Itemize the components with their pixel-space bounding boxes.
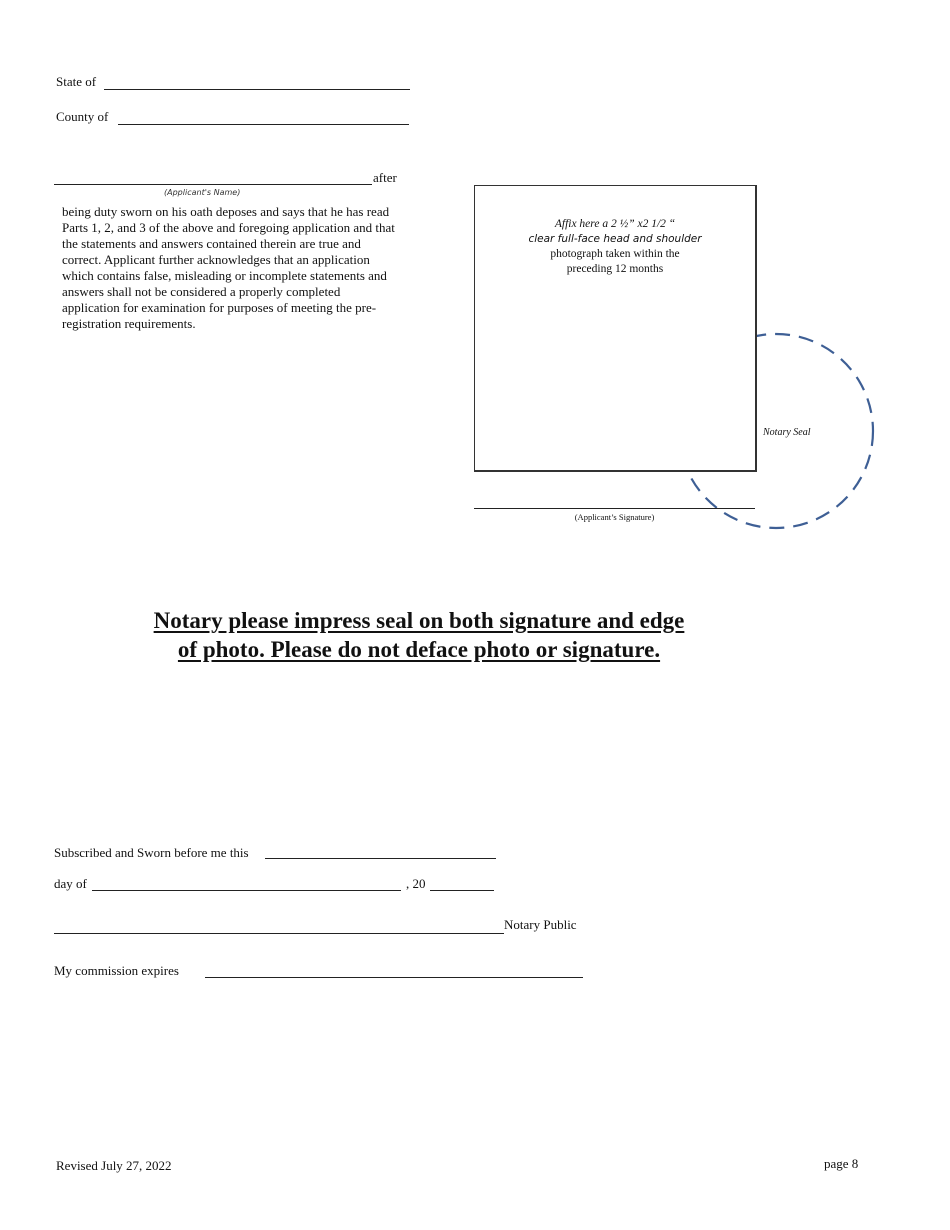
- notice-line2: of photo. Please do not deface photo or signature.: [177, 637, 661, 662]
- page-number: page 8: [824, 1156, 859, 1171]
- notary-public-label: Notary Public: [504, 917, 577, 932]
- subscribed-label: Subscribed and Sworn before me this: [54, 845, 249, 860]
- notary-notice: [60, 606, 778, 664]
- photo-instruction-line3: photograph taken within the: [550, 248, 680, 260]
- photo-instruction-line2: clear full-face head and shoulder: [528, 233, 702, 245]
- state-field[interactable]: [104, 89, 410, 90]
- applicant-name-caption: (Applicant's Name): [164, 188, 241, 197]
- subscribed-day-field[interactable]: [265, 858, 496, 859]
- applicant-signature-caption: (Applicant’s Signature): [574, 512, 655, 522]
- county-label: County of: [56, 109, 109, 124]
- photo-instruction-line4: preceding 12 months: [566, 263, 664, 275]
- month-field[interactable]: [92, 890, 401, 891]
- photo-box[interactable]: [474, 185, 757, 472]
- revised-date: Revised July 27, 2022: [56, 1158, 172, 1173]
- applicant-name-field[interactable]: [54, 184, 372, 185]
- notary-signature-field[interactable]: [54, 933, 504, 934]
- county-field[interactable]: [118, 124, 409, 125]
- year-label: , 20: [406, 876, 426, 891]
- applicant-signature-field[interactable]: [474, 508, 755, 509]
- notice-line1: Notary please impress seal on both signature and edge: [153, 608, 685, 633]
- notary-seal-label: Notary Seal: [763, 427, 811, 438]
- commission-expires-field[interactable]: [205, 977, 583, 978]
- state-label: State of: [56, 74, 97, 89]
- commission-label: My commission expires: [54, 963, 179, 978]
- year-field[interactable]: [430, 890, 494, 891]
- photo-instruction-line1: Affix here a 2 ½” x2 1/2 “: [554, 218, 676, 230]
- day-of-label: day of: [54, 876, 87, 891]
- oath-paragraph: being duty sworn on his oath deposes and says that he has read Parts 1, 2, and 3 of the above and foregoing application and that the statements and answers contained therein are true and correct. Applicant further acknowledges that an application which contains false, misleading or incomplete statements and answers shall not be considered a properly completed application for examination for purposes of meeting the pre-registration requirements.: [62, 204, 395, 331]
- after-label: after: [373, 170, 397, 185]
